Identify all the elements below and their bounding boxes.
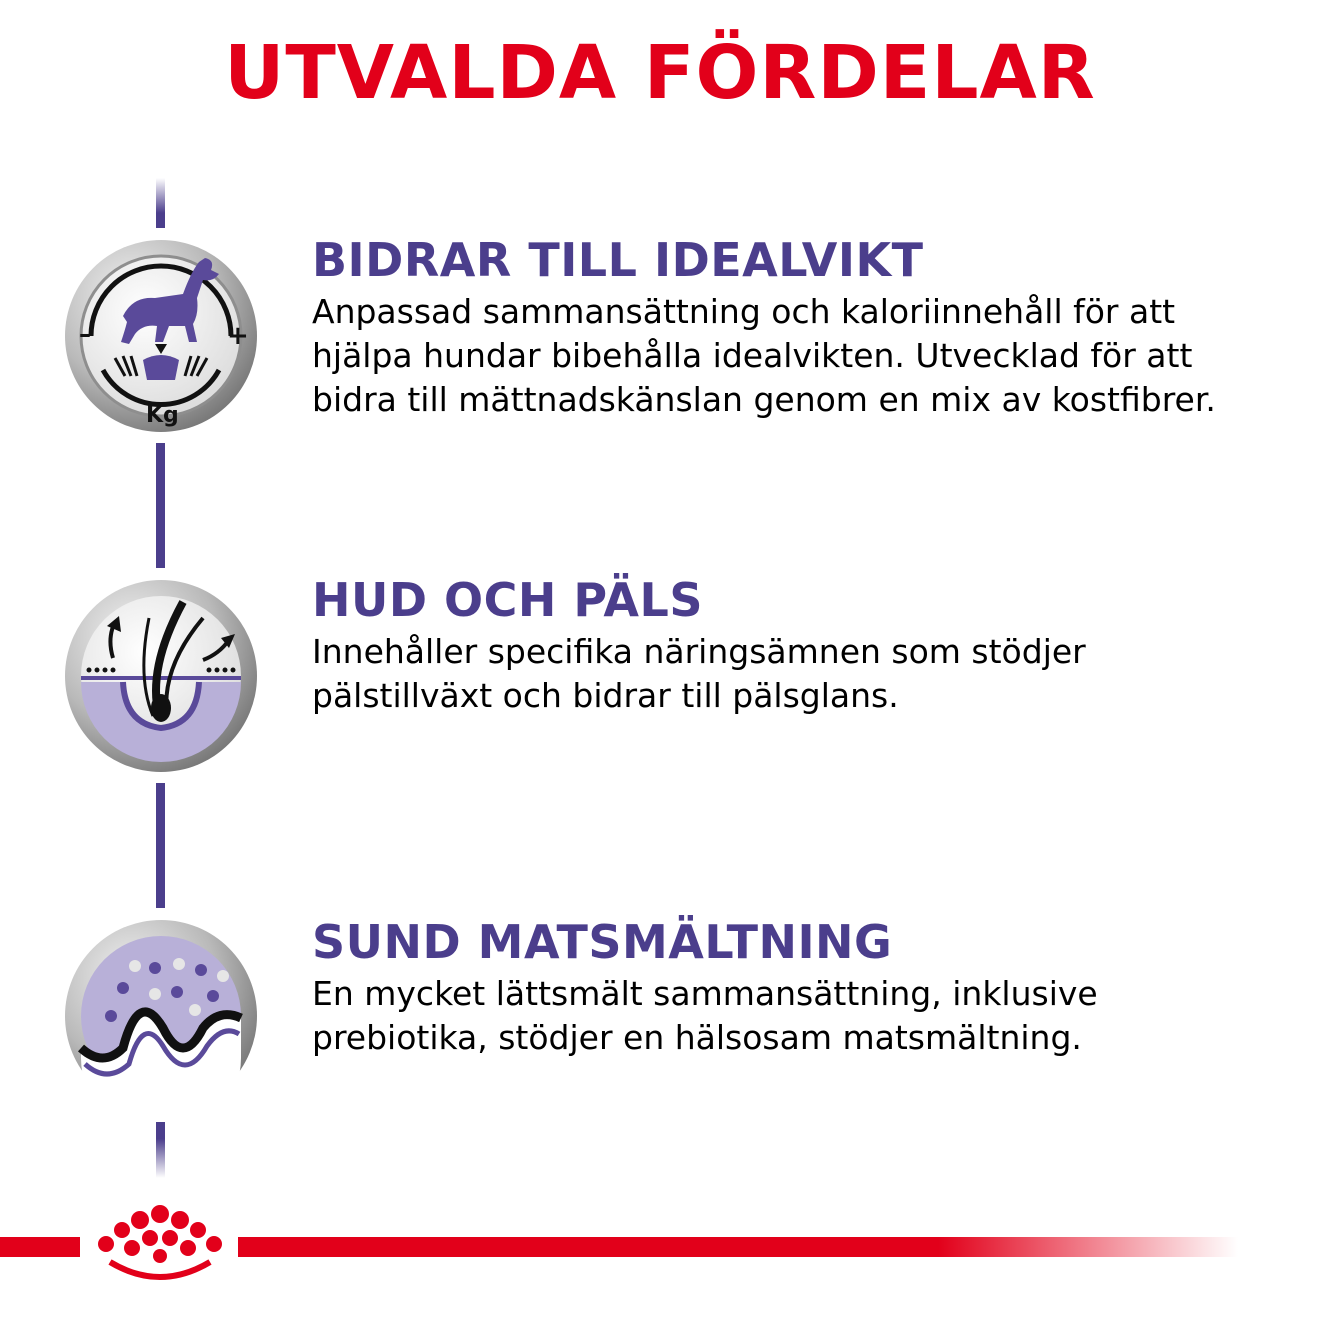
benefit-heading: BIDRAR TILL IDEALVIKT — [312, 233, 924, 287]
timeline-line — [156, 1122, 165, 1178]
kg-label: Kg — [146, 403, 179, 428]
footer-line — [0, 1237, 80, 1257]
benefit-description: Anpassad sammansättning och kaloriinnehåll för att hjälpa hundar bibehålla idealvikten. Utvecklad för att bidra till mättnadskänslan genom en mix av kostfibrer. — [312, 292, 1216, 419]
benefit-heading: HUD OCH PÄLS — [312, 573, 703, 627]
timeline-line — [156, 443, 165, 568]
benefit-description: Innehåller specifika näringsämnen som stödjer pälstillväxt och bidrar till pälsglans. — [312, 632, 1086, 715]
benefit-digestion — [312, 914, 1292, 1060]
timeline-line — [156, 783, 165, 908]
minus-label: – — [79, 320, 91, 348]
footer-line — [238, 1237, 1238, 1257]
plus-label: + — [227, 321, 249, 351]
skin-hair-icon — [63, 578, 259, 774]
benefit-heading: SUND MATSMÄLTNING — [312, 915, 893, 969]
benefit-ideal-weight — [312, 232, 1292, 422]
benefit-skin-coat — [312, 572, 1292, 718]
dog-weight-icon — [63, 238, 259, 434]
digestion-icon — [63, 918, 259, 1114]
crown-logo-icon — [88, 1200, 232, 1288]
benefit-description: En mycket lättsmält sammansättning, inklusive prebiotika, stödjer en hälsosam matsmältning. — [312, 974, 1098, 1057]
page-title: UTVALDA FÖRDELAR — [224, 30, 1096, 116]
timeline-line — [156, 178, 165, 228]
